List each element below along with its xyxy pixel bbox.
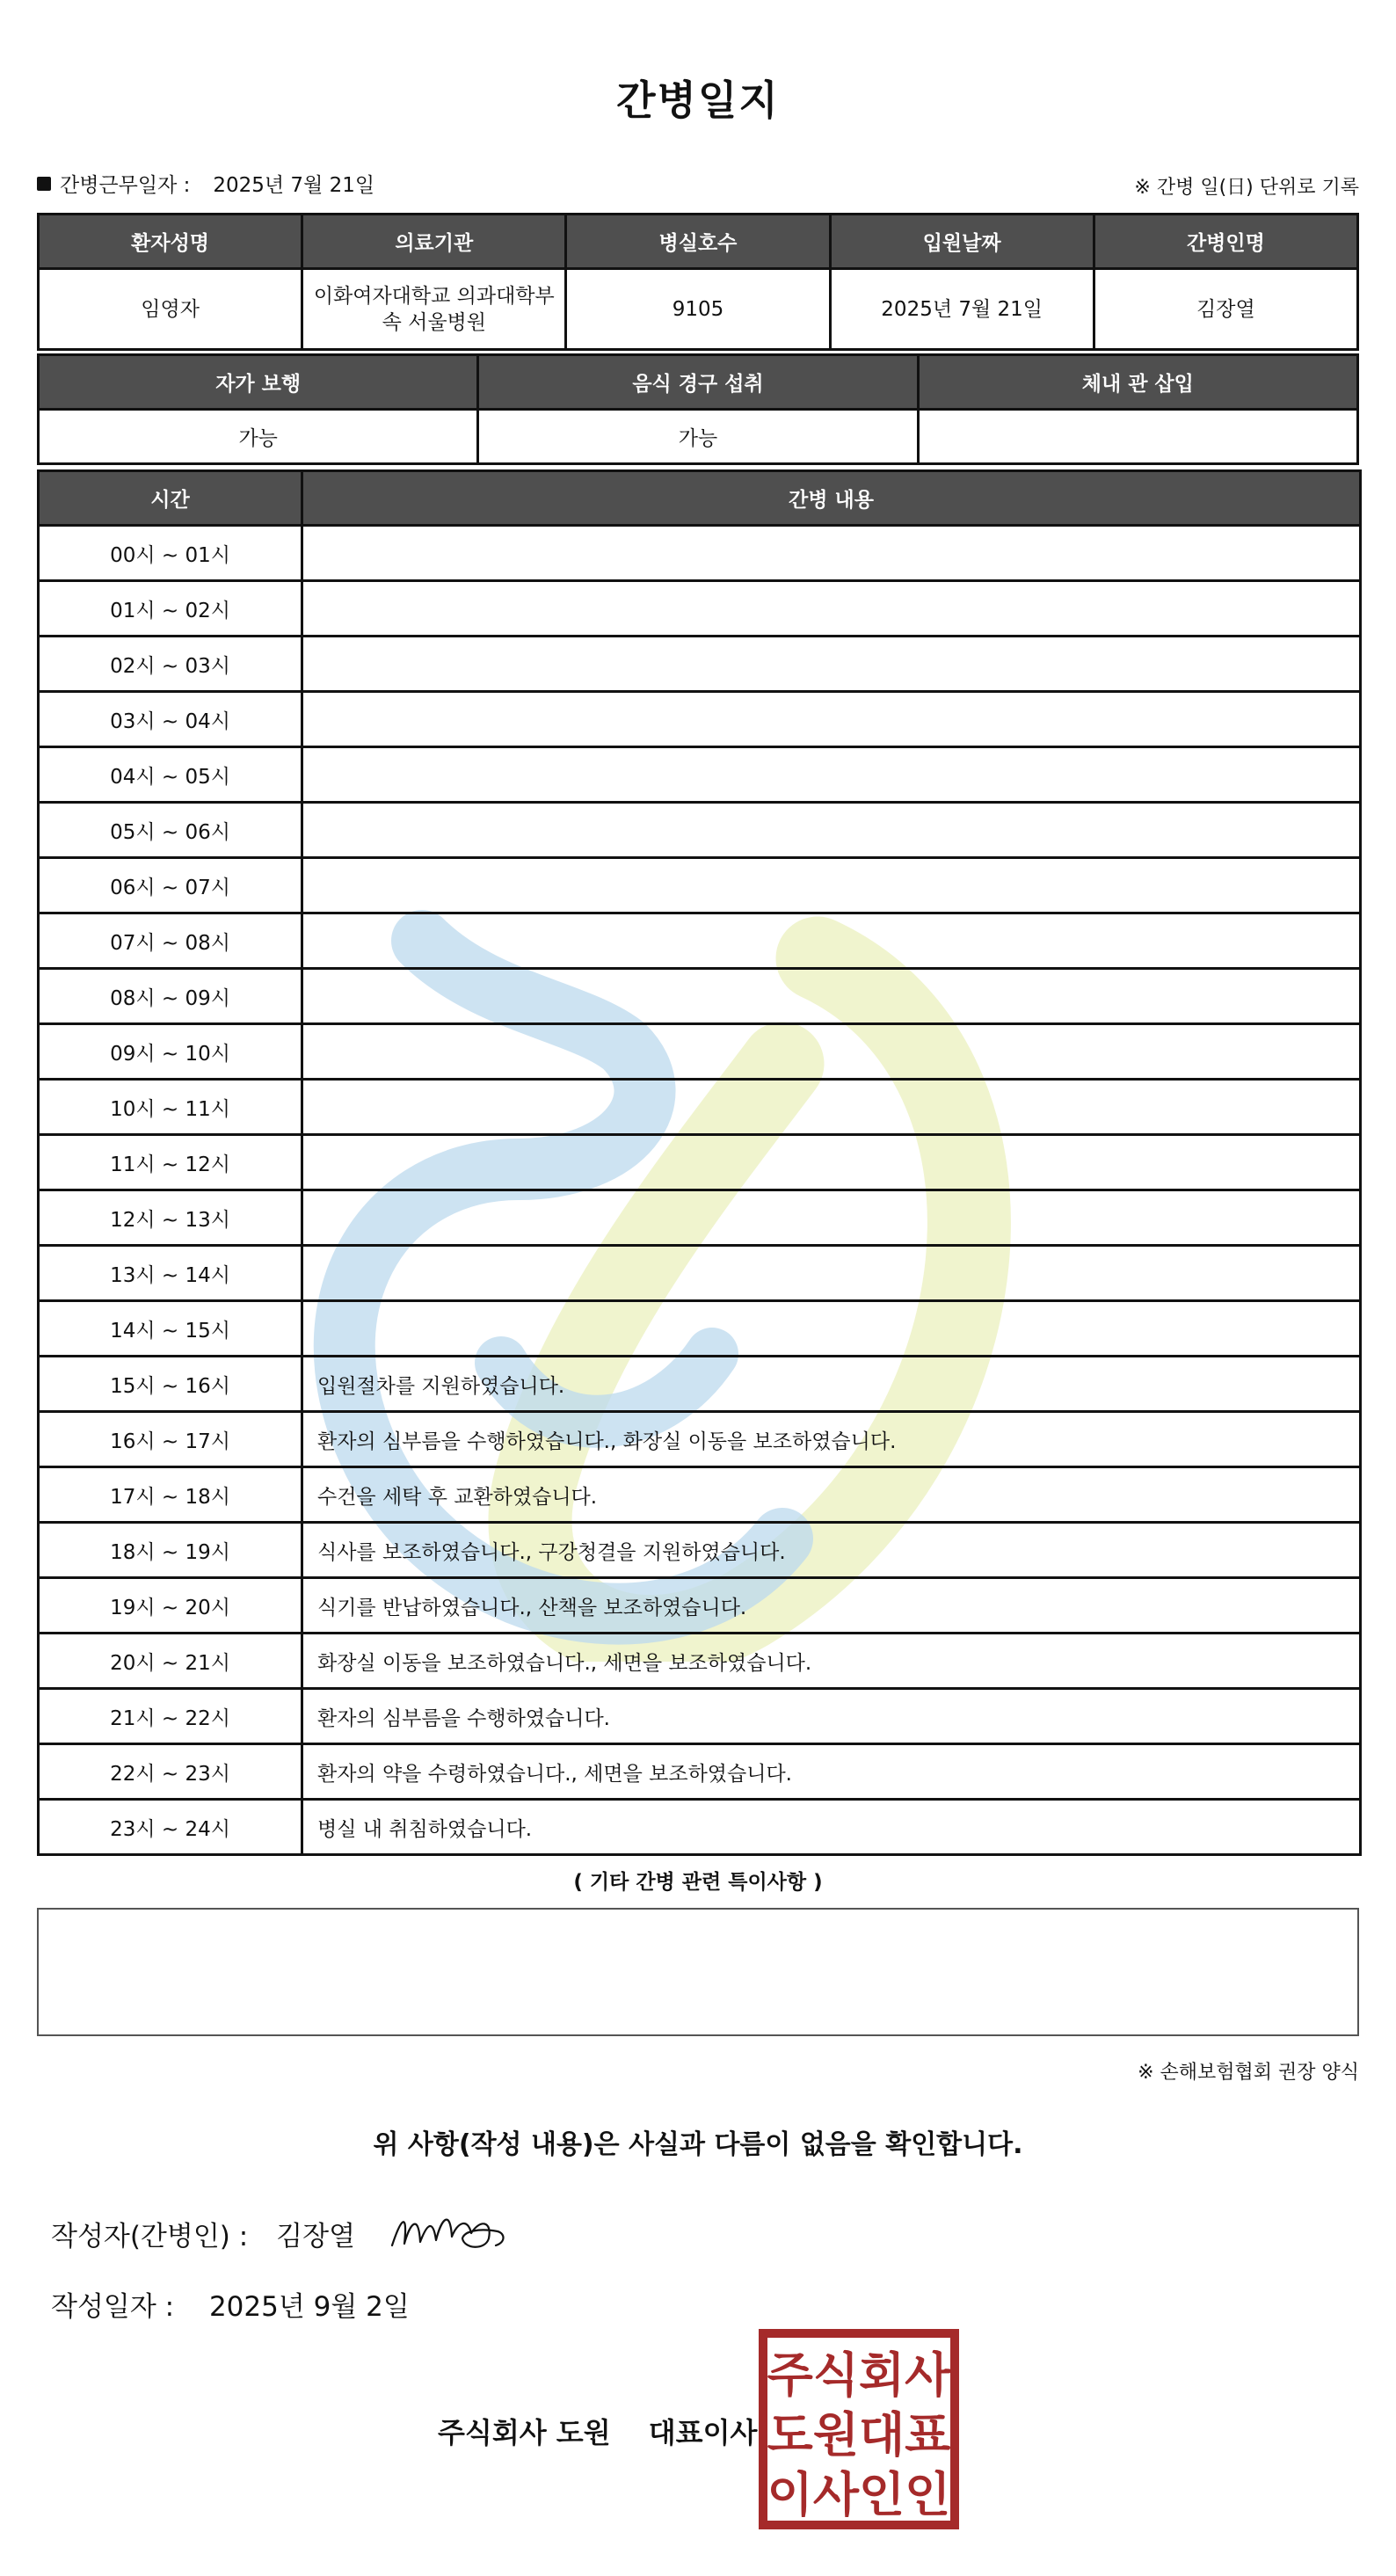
care-content [302, 1246, 1361, 1301]
header-patient-name: 환자성명 [39, 215, 302, 269]
care-content: 환자의 약을 수령하였습니다., 세면을 보조하였습니다. [302, 1744, 1361, 1800]
time-slot: 06시 ~ 07시 [39, 858, 302, 913]
table-row [39, 1412, 1361, 1467]
table-row [39, 1634, 1361, 1689]
time-slot: 01시 ~ 02시 [39, 581, 302, 637]
admission-date: 2025년 7월 21일 [830, 269, 1094, 350]
table-header-row [39, 355, 1358, 410]
care-content [302, 1301, 1361, 1357]
seal-line: 이사인인 [767, 2467, 951, 2522]
time-slot: 00시 ~ 01시 [39, 526, 302, 581]
work-date-value: 2025년 7월 21일 [213, 174, 375, 197]
time-slot: 05시 ~ 06시 [39, 803, 302, 858]
time-slot: 04시 ~ 05시 [39, 747, 302, 803]
care-content [302, 747, 1361, 803]
care-content: 화장실 이동을 보조하였습니다., 세면을 보조하였습니다. [302, 1634, 1361, 1689]
time-slot: 09시 ~ 10시 [39, 1024, 302, 1080]
caregiver-name: 김장열 [1094, 269, 1357, 350]
time-slot: 08시 ~ 09시 [39, 969, 302, 1024]
header-walking: 자가 보행 [39, 355, 478, 410]
notes-title: ( 기타 간병 관련 특이사항 ) [573, 1871, 823, 1894]
table-row [39, 858, 1361, 913]
time-slot: 11시 ~ 12시 [39, 1135, 302, 1190]
table-row [39, 1578, 1361, 1634]
table-row [39, 803, 1361, 858]
header-admission-date: 입원날짜 [830, 215, 1094, 269]
company-name: 주식회사 도원 [438, 2416, 611, 2449]
info-row [37, 169, 1359, 200]
work-date [37, 169, 374, 198]
write-date-value: 2025년 9월 2일 [208, 2291, 410, 2323]
table-row [39, 969, 1361, 1024]
care-content: 식기를 반납하였습니다., 산책을 보조하였습니다. [302, 1578, 1361, 1634]
page-title: 간병일지 [616, 76, 780, 124]
table-row [39, 1301, 1361, 1357]
care-content [302, 1024, 1361, 1080]
table-row [39, 747, 1361, 803]
care-content [302, 858, 1361, 913]
table-row [39, 637, 1361, 692]
care-content [302, 526, 1361, 581]
care-content [302, 913, 1361, 969]
table-row [39, 1357, 1361, 1412]
time-slot: 23시 ~ 24시 [39, 1800, 302, 1855]
signature-icon [383, 2193, 515, 2263]
record-unit-note: ※ 간병 일(日) 단위로 기록 [1134, 177, 1359, 199]
care-content: 수건을 세탁 후 교환하였습니다. [302, 1467, 1361, 1523]
time-slot: 15시 ~ 16시 [39, 1357, 302, 1412]
table-row [39, 410, 1358, 464]
care-content: 입원절차를 지원하였습니다. [302, 1357, 1361, 1412]
time-slot: 10시 ~ 11시 [39, 1080, 302, 1135]
header-oral-intake: 음식 경구 섭취 [478, 355, 918, 410]
room-number: 9105 [566, 269, 830, 350]
hospital-name: 이화여자대학교 의과대학부속 서울병원 [302, 269, 566, 350]
table-row [39, 1080, 1361, 1135]
time-slot: 13시 ~ 14시 [39, 1246, 302, 1301]
writer-name: 김장열 [276, 2221, 356, 2252]
care-content [302, 692, 1361, 747]
time-slot: 16시 ~ 17시 [39, 1412, 302, 1467]
table-row [39, 526, 1361, 581]
header-time: 시간 [39, 471, 302, 526]
bullet-square-icon [37, 177, 51, 191]
time-slot: 22시 ~ 23시 [39, 1744, 302, 1800]
time-slot: 20시 ~ 21시 [39, 1634, 302, 1689]
write-date-line [51, 2284, 410, 2324]
table-row [39, 913, 1361, 969]
table-row [39, 1467, 1361, 1523]
time-slot: 14시 ~ 15시 [39, 1301, 302, 1357]
care-content: 환자의 심부름을 수행하였습니다. [302, 1689, 1361, 1744]
care-content: 환자의 심부름을 수행하였습니다., 화장실 이동을 보조하였습니다. [302, 1412, 1361, 1467]
care-content [302, 1190, 1361, 1246]
time-slot: 03시 ~ 04시 [39, 692, 302, 747]
table-row [39, 1135, 1361, 1190]
confirmation-statement: 위 사항(작성 내용)은 사실과 다름이 없음을 확인합니다. [373, 2129, 1023, 2160]
care-content [302, 637, 1361, 692]
table-row [39, 581, 1361, 637]
time-slot: 21시 ~ 22시 [39, 1689, 302, 1744]
patient-info-table [37, 213, 1359, 351]
care-content [302, 1080, 1361, 1135]
care-content [302, 803, 1361, 858]
company-line [438, 2411, 757, 2451]
table-row [39, 1800, 1361, 1855]
table-row [39, 1689, 1361, 1744]
company-seal-icon [758, 2328, 960, 2530]
time-slot: 18시 ~ 19시 [39, 1523, 302, 1578]
form-source-note: ※ 손해보험협회 권장 양식 [1138, 2062, 1359, 2084]
seal-line: 주식회사 [767, 2347, 951, 2403]
patient-status-table [37, 353, 1359, 465]
time-slot: 02시 ~ 03시 [39, 637, 302, 692]
work-date-label: 간병근무일자 : [60, 174, 191, 197]
patient-name: 임영자 [39, 269, 302, 350]
seal-line: 도원대표 [767, 2407, 951, 2463]
time-slot: 12시 ~ 13시 [39, 1190, 302, 1246]
time-slot: 07시 ~ 08시 [39, 913, 302, 969]
write-date-label: 작성일자 : [51, 2291, 175, 2323]
table-row [39, 1246, 1361, 1301]
header-caregiver: 간병인명 [1094, 215, 1357, 269]
header-hospital: 의료기관 [302, 215, 566, 269]
care-content [302, 581, 1361, 637]
special-notes-box [37, 1908, 1359, 2036]
table-row [39, 692, 1361, 747]
care-content: 병실 내 취침하였습니다. [302, 1800, 1361, 1855]
tube-status [918, 410, 1357, 464]
table-header-row [39, 471, 1361, 526]
care-content: 식사를 보조하였습니다., 구강청결을 지원하였습니다. [302, 1523, 1361, 1578]
oral-intake-status: 가능 [478, 410, 918, 464]
walking-status: 가능 [39, 410, 478, 464]
table-row [39, 1024, 1361, 1080]
time-slot: 17시 ~ 18시 [39, 1467, 302, 1523]
table-row [39, 1744, 1361, 1800]
writer-line [51, 2214, 355, 2253]
header-care-content: 간병 내용 [302, 471, 1361, 526]
care-content [302, 1135, 1361, 1190]
header-tube: 체내 관 삽입 [918, 355, 1357, 410]
care-content [302, 969, 1361, 1024]
representative-title: 대표이사 [648, 2416, 758, 2449]
table-row [39, 269, 1358, 350]
table-header-row [39, 215, 1358, 269]
care-log-table [37, 469, 1362, 1856]
table-row [39, 1190, 1361, 1246]
header-room: 병실호수 [566, 215, 830, 269]
writer-label: 작성자(간병인) : [51, 2221, 249, 2252]
table-row [39, 1523, 1361, 1578]
time-slot: 19시 ~ 20시 [39, 1578, 302, 1634]
